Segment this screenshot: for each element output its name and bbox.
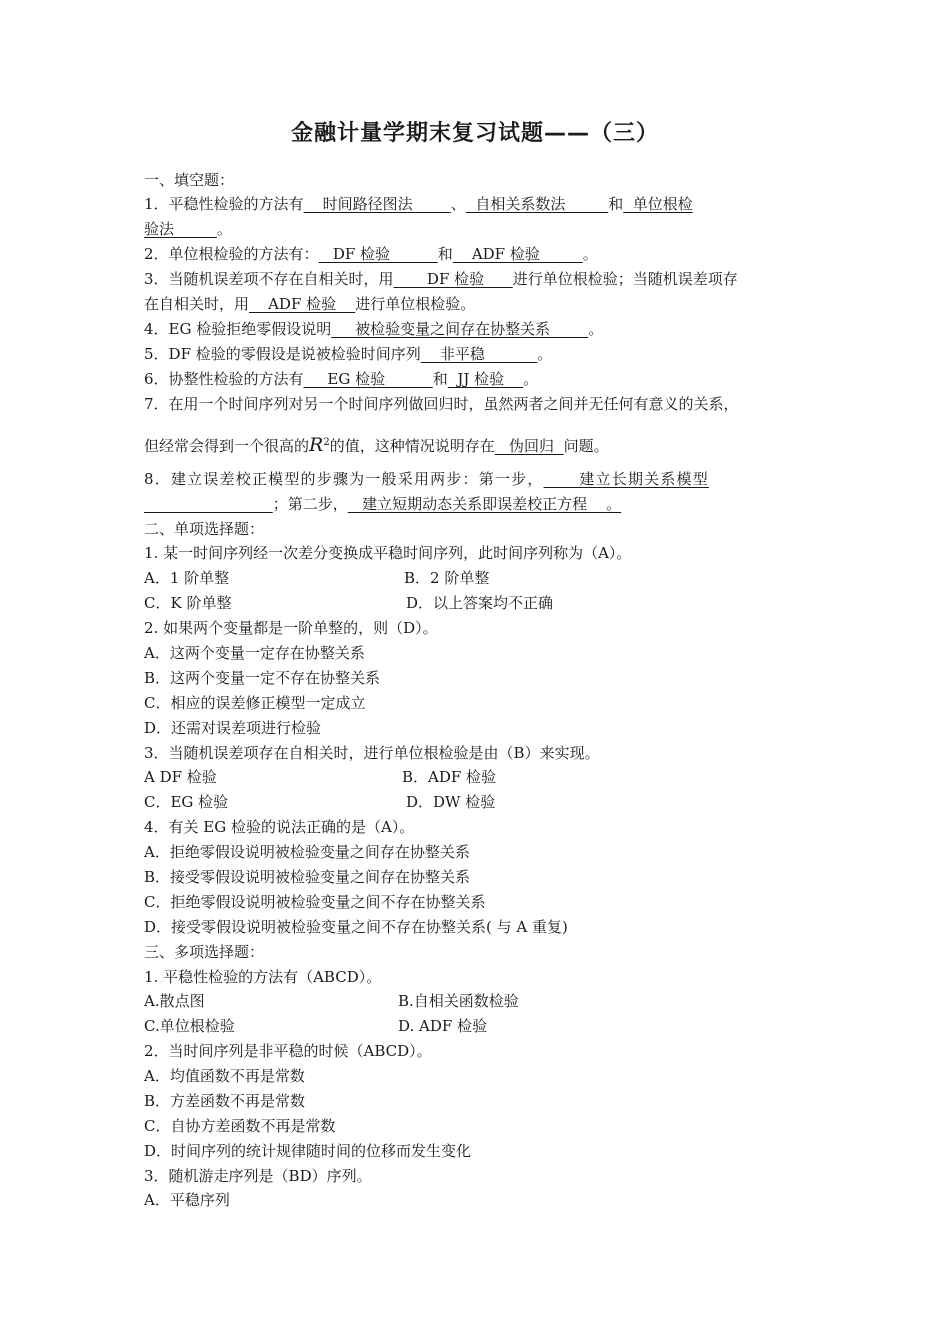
option-b: B．2 阶单整 [404, 569, 490, 587]
fill-q8-line1: 8．建立误差校正模型的步骤为一般采用两步：第一步， 建立长期关系模型 [144, 470, 709, 488]
single-q1-stem: 1. 某一时间序列经一次差分变换成平稳时间序列，此时间序列称为（A）。 [144, 544, 632, 562]
fill-q1-line2: 验法 。 [144, 220, 232, 238]
option-a: A．均值函数不再是常数 [144, 1067, 305, 1085]
section-heading-fill-blank: 一、填空题： [144, 171, 235, 189]
section-heading-multi-choice: 三、多项选择题： [144, 943, 265, 961]
option-a: A．1 阶单整 [144, 569, 230, 587]
option-b: B．接受零假设说明被检验变量之间存在协整关系 [144, 868, 471, 886]
fill-q2: 2．单位根检验的方法有： DF 检验 和 ADF 检验 。 [144, 245, 598, 263]
page-title: 金融计量学期末复习试题——（三） [290, 121, 659, 146]
multi-q1-options-ab [144, 991, 519, 1011]
single-q2-stem: 2. 如果两个变量都是一阶单整的，则（D）。 [144, 619, 438, 637]
answer-blank: ADF 检验 [249, 295, 356, 313]
answer-blank: 非平稳 [420, 345, 538, 363]
option-a: A．平稳序列 [144, 1191, 230, 1209]
answer-blank: 单位根检 [623, 195, 693, 213]
answer-blank: 验法 [144, 220, 217, 238]
answer-blank: DF 检验 [318, 245, 438, 263]
option-c: C．K 阶单整 [144, 594, 232, 612]
single-q3-options-cd [144, 792, 496, 812]
single-q1-options-cd [144, 593, 554, 613]
fill-q4: 4．EG 检验拒绝零假设说明 被检验变量之间存在协整关系 。 [144, 320, 604, 338]
option-b: B.自相关函数检验 [398, 992, 519, 1010]
answer-blank: 被检验变量之间存在协整关系 [331, 320, 589, 338]
answer-blank: 建立短期动态关系即误差校正方程 [347, 495, 607, 513]
option-a: A DF 检验 [144, 768, 217, 786]
answer-blank: 伪回归 [494, 437, 564, 455]
option-a: A．这两个变量一定存在协整关系 [144, 644, 365, 662]
option-d: D．以上答案均不正确 [406, 594, 554, 612]
answer-blank: 时间路径图法 [303, 195, 451, 213]
single-q3-options-ab [144, 767, 497, 787]
fill-q1-line1: 1．平稳性检验的方法有 时间路径图法 、 自相关系数法 和 单位根检 [144, 195, 693, 213]
fill-q3-line1: 3．当随机误差项不存在自相关时，用 DF 检验 进行单位根检验；当随机误差项存 [144, 270, 738, 288]
answer-blank: ADF 检验 [452, 245, 583, 263]
single-q4-stem: 4．有关 EG 检验的说法正确的是（A）。 [144, 818, 415, 836]
option-c: C．自协方差函数不再是常数 [144, 1117, 336, 1135]
option-c: C．EG 检验 [144, 793, 229, 811]
single-q3-stem: 3．当随机误差项存在自相关时，进行单位根检验是由（B）来实现。 [144, 744, 600, 762]
option-d: D．DW 检验 [406, 793, 496, 811]
option-b: B．这两个变量一定不存在协整关系 [144, 669, 381, 687]
answer-blank: 建立长期关系模型 [543, 470, 709, 488]
option-d: D．时间序列的统计规律随时间的位移而发生变化 [144, 1142, 472, 1160]
answer-blank [144, 495, 273, 513]
option-c: C．相应的误差修正模型一定成立 [144, 694, 366, 712]
section-heading-single-choice: 二、单项选择题： [144, 520, 265, 538]
option-d: D．还需对误差项进行检验 [144, 719, 322, 737]
multi-q1-stem: 1. 平稳性检验的方法有（ABCD）。 [144, 968, 382, 986]
option-d: D．接受零假设说明被检验变量之间不存在协整关系( 与 A 重复) [144, 918, 568, 936]
fill-q5: 5．DF 检验的零假设是说被检验时间序列 非平稳 。 [144, 345, 553, 363]
option-a: A．拒绝零假设说明被检验变量之间存在协整关系 [144, 843, 470, 861]
multi-q1-options-cd [144, 1016, 488, 1036]
answer-blank: 自相关系数法 [465, 195, 609, 213]
answer-blank: EG 检验 [303, 370, 433, 388]
answer-blank: JJ 检验 [447, 370, 524, 388]
fill-q6: 6．协整性检验的方法有 EG 检验 和 JJ 检验 。 [144, 370, 539, 388]
option-d: D. ADF 检验 [398, 1017, 488, 1035]
r-squared-symbol: R [309, 434, 324, 456]
single-q1-options-ab [144, 568, 490, 588]
fill-q7-line1: 7．在用一个时间序列对另一个时间序列做回归时，虽然两者之间并无任何有意义的关系， [144, 395, 739, 413]
option-b: B．ADF 检验 [402, 768, 497, 786]
fill-q8-line2: ；第二步， 建立短期动态关系即误差校正方程 。 [144, 494, 621, 514]
option-c: C．拒绝零假设说明被检验变量之间不存在协整关系 [144, 893, 486, 911]
multi-q2-stem: 2．当时间序列是非平稳的时候（ABCD）。 [144, 1042, 432, 1060]
multi-q3-stem: 3．随机游走序列是（BD）序列。 [144, 1167, 372, 1185]
option-c: C.单位根检验 [144, 1017, 235, 1035]
fill-q7-line2: 但经常会得到一个很高的$R^2$的值，这种情况说明存在 伪回归 问题。 [144, 434, 609, 456]
answer-blank: DF 检验 [393, 270, 513, 288]
fill-q3-line2: 在自相关时，用 ADF 检验 进行单位根检验。 [144, 295, 476, 313]
option-a: A.散点图 [144, 992, 205, 1010]
option-b: B．方差函数不再是常数 [144, 1092, 306, 1110]
